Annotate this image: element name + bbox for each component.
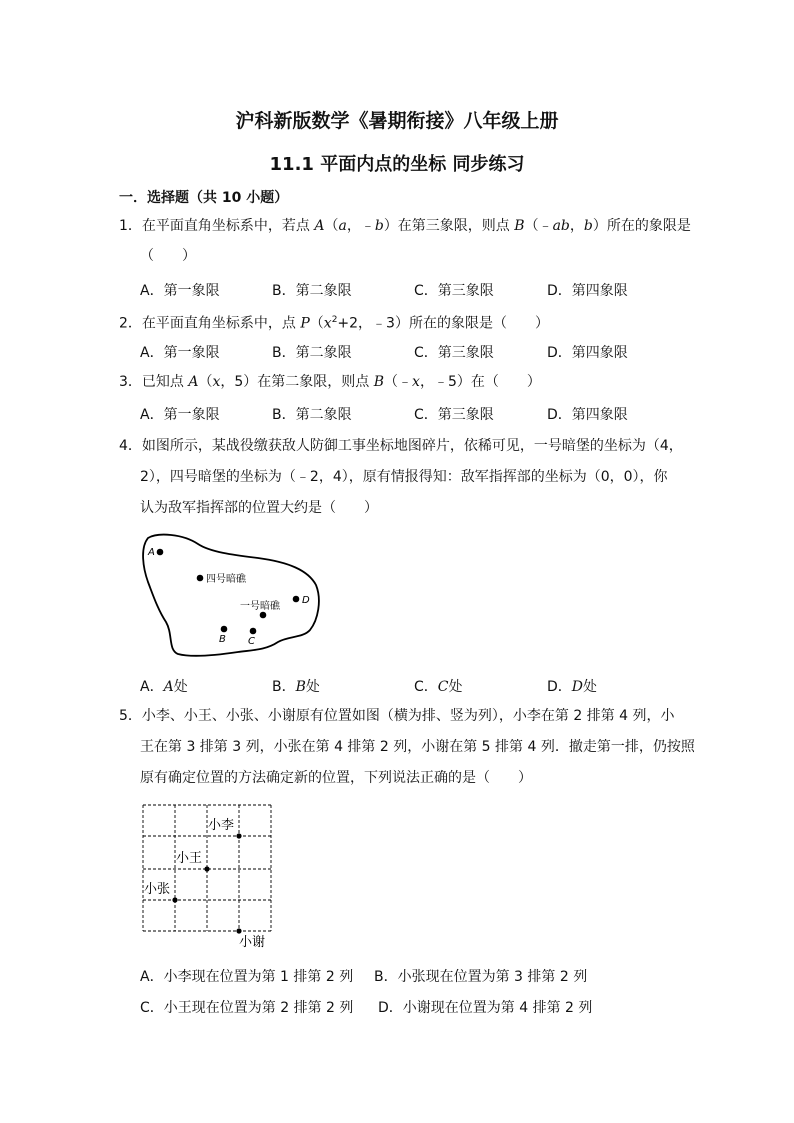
question-2-option-d[interactable]: D．第四象限 xyxy=(547,345,628,361)
xiao-xie-dot xyxy=(236,928,241,933)
question-1-option-b[interactable]: B．第二象限 xyxy=(272,283,352,299)
document-title: 沪科新版数学《暑期衔接》八年级上册 xyxy=(235,110,559,132)
xiao-li-label: 小李 xyxy=(208,818,235,833)
question-2-option-a[interactable]: A．第一象限 xyxy=(140,345,220,361)
xiao-zhang-dot xyxy=(172,897,177,902)
question-4-option-c[interactable]: C．C处 xyxy=(414,679,463,695)
seating-grid-figure xyxy=(138,800,278,950)
document-subtitle: 11.1 平面内点的坐标 同步练习 xyxy=(269,154,525,175)
bunker-4-label: 四号暗礁 xyxy=(206,574,246,585)
question-1-option-d[interactable]: D．第四象限 xyxy=(547,283,628,299)
question-2-option-c[interactable]: C．第三象限 xyxy=(414,345,494,361)
question-5-option-c[interactable]: C．小王现在位置为第 2 排第 2 列 xyxy=(140,1000,354,1016)
question-3-option-d[interactable]: D．第四象限 xyxy=(547,407,628,423)
question-1-option-a[interactable]: A．第一象限 xyxy=(140,283,220,299)
question-4-option-a[interactable]: A．A处 xyxy=(140,679,188,695)
bunker-1-label: 一号暗礁 xyxy=(240,601,280,612)
xiao-wang-dot xyxy=(204,866,209,871)
question-4-line-2: 2），四号暗堡的坐标为（﹣2，4），原有情报得知：敌军指挥部的坐标为（0，0），你 xyxy=(140,469,668,485)
question-4-line-3: 认为敌军指挥部的位置大约是（ ） xyxy=(140,500,378,516)
question-4-line-1: 4．如图所示，某战役缴获敌人防御工事坐标地图碎片，依稀可见，一号暗堡的坐标为（4， xyxy=(119,438,683,454)
xiao-li-dot xyxy=(236,833,241,838)
question-1-stem: 1．在平面直角坐标系中，若点 A（a，﹣b）在第三象限，则点 B（﹣ab，b）所在的象限是 xyxy=(119,218,691,234)
question-3-option-a[interactable]: A．第一象限 xyxy=(140,407,220,423)
xiao-wang-label: 小王 xyxy=(176,851,203,866)
question-3-stem: 3．已知点 A（x，5）在第二象限，则点 B（﹣x，﹣5）在（ ） xyxy=(119,374,541,390)
question-4-option-d[interactable]: D．D处 xyxy=(547,679,598,695)
question-2-stem: 2．在平面直角坐标系中，点 $P(x^2+2$，﹣3）所在的象限是（ ） xyxy=(119,315,549,332)
point-b-label: B xyxy=(219,634,226,645)
question-2-option-b[interactable]: B．第二象限 xyxy=(272,345,352,361)
question-5-option-b[interactable]: B．小张现在位置为第 3 排第 2 列 xyxy=(374,969,588,985)
question-3-option-b[interactable]: B．第二象限 xyxy=(272,407,352,423)
point-d-label: D xyxy=(302,595,310,606)
question-5-option-d[interactable]: D．小谢现在位置为第 4 排第 2 列 xyxy=(378,1000,593,1016)
question-5-line-1: 5．小李、小王、小张、小谢原有位置如图（横为排、竖为列），小李在第 2 排第 4 列，小 xyxy=(119,708,675,724)
bunker-4-dot xyxy=(197,575,204,582)
xiao-zhang-label: 小张 xyxy=(144,882,171,897)
point-b-dot xyxy=(221,626,228,633)
point-a-dot xyxy=(157,549,164,556)
map-fragment-figure xyxy=(138,530,328,665)
question-3-option-c[interactable]: C．第三象限 xyxy=(414,407,494,423)
map-outline xyxy=(143,535,319,656)
point-d-dot xyxy=(293,596,300,603)
question-5-option-a[interactable]: A．小李现在位置为第 1 排第 2 列 xyxy=(140,969,354,985)
point-c-label: C xyxy=(248,636,255,647)
bunker-1-dot xyxy=(260,612,267,619)
question-4-option-b[interactable]: B．B处 xyxy=(272,679,320,695)
question-1-blank: （ ） xyxy=(140,248,196,264)
question-5-line-2: 王在第 3 排第 3 列，小张在第 4 排第 2 列，小谢在第 5 排第 4 列．撤走第一排，仍按照 xyxy=(140,739,695,755)
section-heading: 一．选择题（共 10 小题） xyxy=(119,190,289,206)
point-a-label: A xyxy=(148,547,155,558)
point-c-dot xyxy=(250,628,257,635)
xiao-xie-label: 小谢 xyxy=(239,935,266,950)
question-5-line-3: 原有确定位置的方法确定新的位置，下列说法正确的是（ ） xyxy=(140,770,532,786)
question-1-option-c[interactable]: C．第三象限 xyxy=(414,283,494,299)
